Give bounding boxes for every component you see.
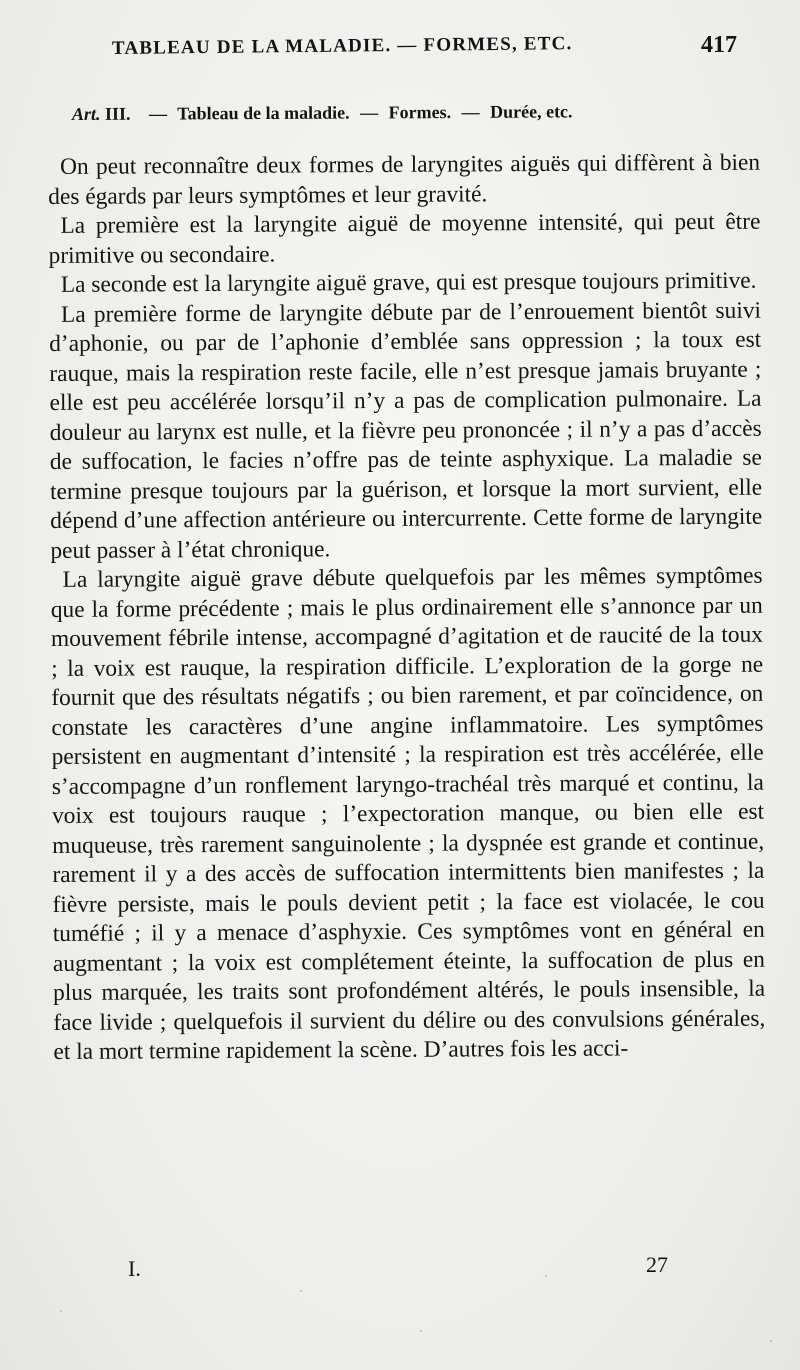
heading-title-part: Formes. (388, 102, 452, 123)
running-head: TABLEAU DE LA MALADIE. — FORMES, ETC. (111, 33, 573, 59)
page-header (112, 30, 737, 70)
article-label: Art. (71, 103, 101, 124)
paper-speck (300, 1290, 302, 1292)
heading-separator: — (461, 101, 480, 122)
signature-mark: I. (128, 1256, 141, 1281)
paragraph: La laryngite aiguë grave débute quelquefois par les mêmes symptômes que la forme précédente ; mais le plus ordinairement elle s’annonce par un mouvement fébrile intense, accompagné d’agitation et de raucité de la toux ; la voix est rauque, la respiration difficile. L’exploration de la gorge ne fournit que des résultats négatifs ; ou bien rarement, et par coïncidence, on constate les caractères d’une angine inflammatoire. Les symptômes persistent en augmentant d’intensité ; la respiration est très accélérée, elle s’accompagne d’un ronflement laryngo-trachéal très marqué et continu, la voix est toujours rauque ; l’expectoration manque, ou bien elle est muqueuse, très rarement sanguinolente ; la dyspnée est grande et continue, rarement il y a des accès de suffocation intermittents bien manifestes ; la fièvre persiste, mais le pouls devient petit ; la face est violacée, le cou tuméfié ; il y a menace d’asphyxie. Ces symptômes vont en général en augmentant ; la voix est complétement éteinte, la suffocation de plus en plus marquée, les traits sont profondément altérés, le pouls insensible, la face livide ; quelquefois il survient du délire ou des convulsions générales, et la mort termine rapidement la scène. D’autres fois les acci- (50, 562, 766, 1065)
paragraph: La seconde est la laryngite aiguë grave, qui est presque toujours primitive. (60, 267, 757, 298)
paragraph: On peut reconnaître deux formes de laryngites aiguës qui diffèrent à bien des égards par leurs symptômes et leur gravité. (48, 149, 761, 210)
paper-speck (770, 1340, 772, 1342)
paper-speck (420, 1330, 422, 1332)
paper-speck (60, 1310, 62, 1312)
heading-title-part: Durée, etc. (490, 101, 573, 122)
page-number: 417 (701, 32, 737, 58)
paragraph: La première est la laryngite aiguë de moyenne intensité, qui peut être primitive ou secondaire. (48, 208, 761, 269)
sheet-number: 27 (646, 1252, 668, 1277)
page-footer (128, 1252, 668, 1292)
section-heading (72, 101, 697, 125)
heading-separator: — (148, 103, 168, 124)
paper-speck (545, 1275, 547, 1277)
body-text (48, 149, 766, 1068)
article-number: III. (104, 103, 131, 124)
heading-separator: — (360, 102, 379, 123)
paragraph: La première forme de laryngite débute par de l’enrouement bientôt suivi d’aphonie, ou par de l’aphonie d’emblée sans oppression ; la toux est rauque, mais la respiration reste facile, elle n’est presque jamais bruyante ; elle est peu accélérée lorsqu’il n’y a pas de complication pulmonaire. La douleur au larynx est nulle, et la fièvre peu prononcée ; il n’y a pas d’accès de suffocation, le facies n’offre pas de teinte asphyxique. La maladie se termine presque toujours par la guérison, et lorsque la mort survient, elle dépend d’une affection antérieure ou intercurrente. Cette forme de laryngite peut passer à l’état chronique. (49, 297, 763, 564)
heading-title-part: Tableau de la maladie. (177, 102, 350, 124)
